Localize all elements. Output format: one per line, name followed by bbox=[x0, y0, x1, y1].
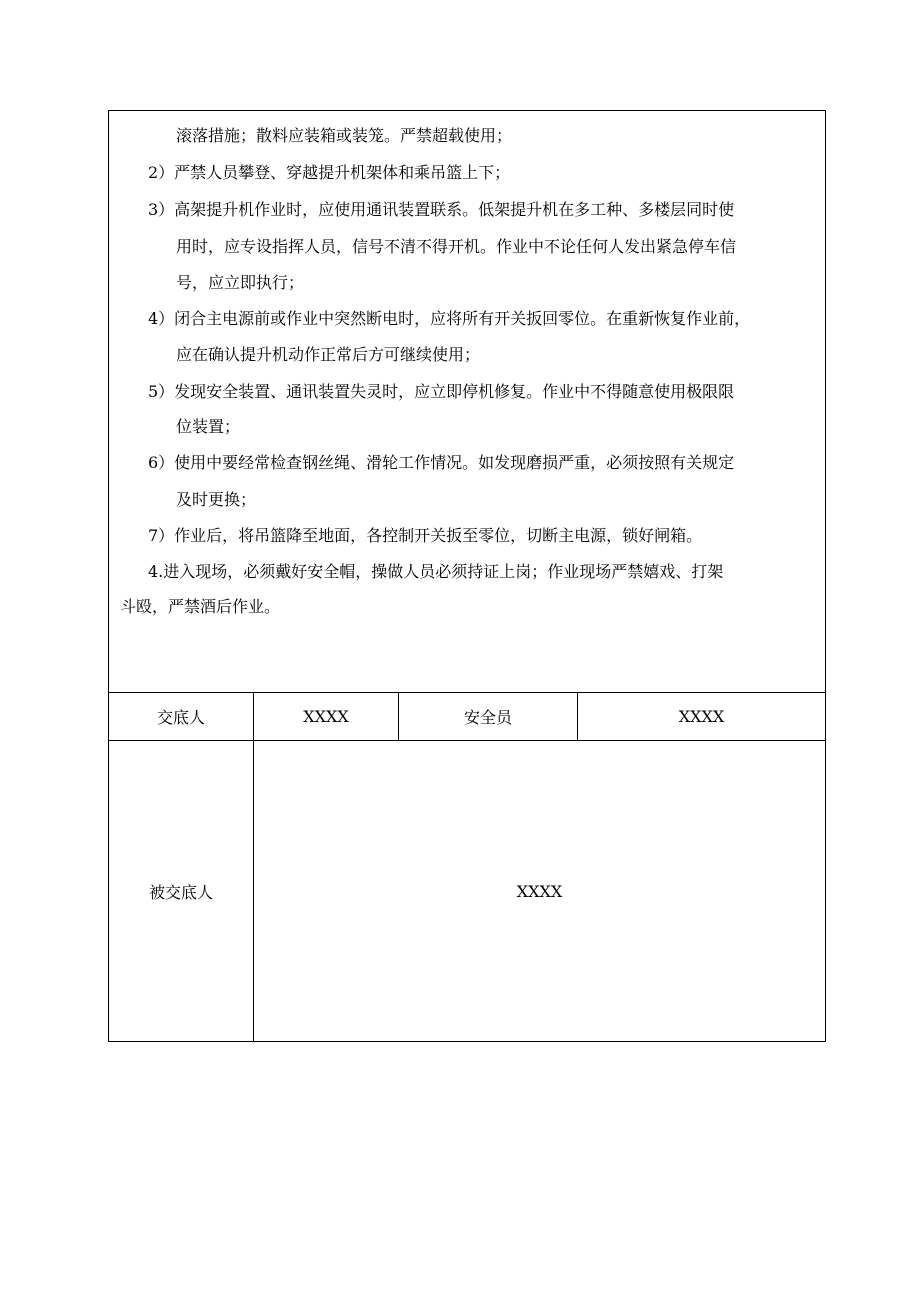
safety-officer-label: 安全员 bbox=[398, 693, 577, 740]
receiver-row bbox=[109, 741, 825, 1041]
content-line: 滚落措施；散料应装箱或装笼。严禁超载使用； bbox=[176, 126, 513, 145]
content-line: 5）发现安全装置、通讯装置失灵时，应立即停机修复。作业中不得随意使用极限限 bbox=[148, 382, 735, 401]
content-line: 6）使用中要经常检查钢丝绳、滑轮工作情况。如发现磨损严重，必须按照有关规定 bbox=[148, 453, 735, 472]
content-line: 用时，应专设指挥人员，信号不清不得开机。作业中不论任何人发出紧急停车信 bbox=[176, 237, 737, 256]
content-line: 及时更换； bbox=[176, 490, 257, 509]
content-cell bbox=[109, 111, 825, 693]
content-line: 斗殴，严禁酒后作业。 bbox=[120, 597, 281, 616]
content-line: 位装置； bbox=[176, 417, 241, 436]
safety-officer-value: XXXX bbox=[577, 693, 825, 740]
discloser-label: 交底人 bbox=[156, 708, 205, 727]
content-line: 2）严禁人员攀登、穿越提升机架体和乘吊篮上下； bbox=[148, 163, 511, 182]
content-line: 4）闭合主电源前或作业中突然断电时，应将所有开关扳回零位。在重新恢复作业前， bbox=[148, 309, 751, 328]
content-line: 应在确认提升机动作正常后方可继续使用； bbox=[176, 345, 481, 364]
content-line: 7）作业后，将吊篮降至地面，各控制开关扳至零位，切断主电源，锁好闸箱。 bbox=[148, 526, 703, 545]
content-line: 4.进入现场，必须戴好安全帽，操做人员必须持证上岗；作业现场严禁嬉戏、打架 bbox=[148, 562, 724, 581]
discloser-value: XXXX bbox=[253, 693, 398, 740]
content-line: 3）高架提升机作业时，应使用通讯装置联系。低架提升机在多工种、多楼层同时使 bbox=[148, 200, 735, 219]
signature-row bbox=[109, 693, 825, 741]
disclosure-table bbox=[108, 110, 826, 1042]
receiver-label: 被交底人 bbox=[148, 882, 213, 902]
content-line: 号，应立即执行； bbox=[176, 273, 305, 292]
receiver-value: XXXX bbox=[253, 741, 825, 1041]
